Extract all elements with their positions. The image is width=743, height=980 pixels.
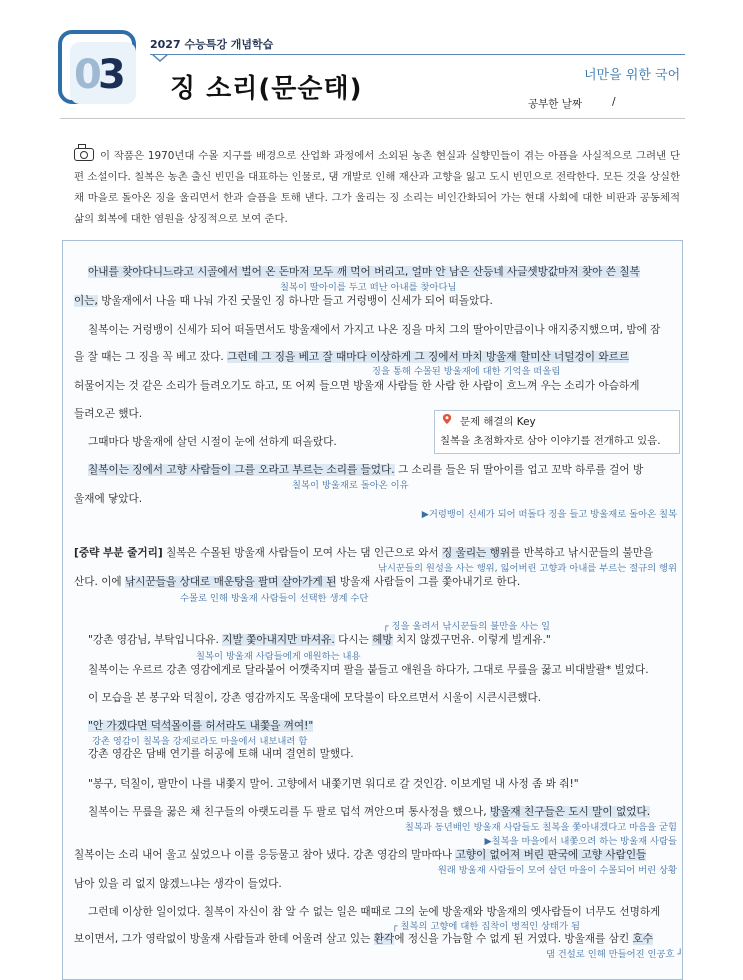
annotation: 칠복이 방울재 사람들에게 애원하는 내용	[196, 651, 361, 662]
annotation: 원래 방울재 사람들이 모여 살던 마을이 수몰되어 버린 상황	[437, 865, 677, 876]
passage-text: 산다. 이에	[74, 576, 126, 588]
passage-text: 칠복은 수몰된 방울재 사람들이 모여 사는 댐 인근으로 와서	[162, 547, 442, 559]
passage-text: 보이면서, 그가 영락없이 방울재 사람들과 한데 어울려 살고 있는	[74, 933, 374, 945]
annotation: 칠복이 방울재로 돌아온 이유	[292, 480, 409, 491]
header-rule	[150, 54, 685, 55]
camera-icon	[74, 148, 94, 161]
passage-line: 그런데 이상한 일이었다. 칠복이 자신이 참 알 수 없는 일은 때때로 그의 눈에 방울재와 방울재의 옛사람들이 너무도 선명하게	[88, 906, 661, 918]
highlighted-text: 헤방	[372, 634, 393, 646]
annotation: 수몰로 인해 방울재 사람들이 선택한 생계 수단	[180, 593, 369, 604]
annotation: ┌ 징을 울려서 낚시꾼들의 불만을 사는 일	[383, 621, 551, 632]
passage-line: 울재에 닿았다.	[74, 493, 143, 505]
highlighted-text: "안 가겠다면 덕석몰이를 허서라도 내쫓을 껴여!"	[88, 720, 314, 732]
passage-line	[88, 462, 643, 477]
passage-text: 에 정신을 가늠할 수 없게 된 거였다. 방울재를 삼킨	[394, 933, 633, 945]
highlighted-text: 방울재 친구들은 도시 말이 없었다.	[489, 806, 651, 818]
passage-line	[74, 545, 653, 560]
summary-annotation: ▶칠복을 마을에서 내쫓으려 하는 방울재 사람들	[484, 836, 677, 847]
passage-line: 허물어지는 것 같은 소리가 들려오기도 하고, 또 어찌 들으면 방울재 사람들 한 사람 한 사람이 흐느껴 우는 소리가 아슴하게	[74, 380, 640, 392]
passage-line	[88, 804, 650, 819]
highlighted-text: 이는,	[74, 295, 98, 307]
passage-line: 강촌 영감은 담배 연기를 허공에 토해 내며 결연히 말했다.	[88, 748, 354, 760]
passage-line: 들려오곤 했다.	[74, 408, 143, 420]
highlighted-text: 그런데 그 징을 베고 잘 때마다 이상하게 그 징에서 마치 방울재 할미산 너덜겅이 와르르	[227, 351, 630, 363]
highlighted-text: 칠복이는 징에서 고향 사람들이 그를 오라고 부르는 소리를 들었다.	[88, 464, 395, 476]
introduction-text: 이 작품은 1970년대 수몰 지구를 배경으로 산업화 과정에서 소외된 농촌 현실과 실향민들이 겪는 아픔을 사실적으로 그려낸 단편 소설이다. 칠복은 농촌 출신 빈민을 대표하는 인물로, 댐 개발로 인해 재산과 고향을 잃고 도시 빈민으로 전락한다. 모든 것을 상실한 채 마을로 돌아온 징을 울리면서 한과 슬픔을 토해 낸다. 그가 울리는 징 소리는 비인간화되어 가는 현대 사회에 대한 비판과 공동체적 삶의 회복에 대한 염원을 상징적으로 보여 준다.	[74, 150, 680, 225]
annotation: 칠복이 딸아이를 두고 떠난 아내를 찾아다님	[280, 282, 457, 293]
page-title: 징 소리(문순태)	[170, 74, 363, 104]
annotation: 징을 통해 수몰된 방울재에 대한 기억을 떠올림	[372, 366, 561, 377]
passage-line: 칠복이는 우르르 강촌 영감에게로 달라붙어 어깻죽지며 팔을 붙들고 애원을 하다가, 그대로 무릎을 꿇고 비대발괄* 빌었다.	[88, 664, 649, 676]
highlighted-text: 환각	[373, 933, 395, 945]
header-chevron-icon	[152, 54, 168, 62]
passage-line: 그때마다 방울재에 살던 시절이 눈에 선하게 떠올랐다.	[88, 436, 337, 448]
highlighted-text: 아내를 찾아다니느라고 시골에서 벌어 온 돈마저 모두 깨 먹어 버리고, 얼마 안 남은 산등네 사글셋방값마저 찾아 쓴 칠복	[88, 266, 640, 278]
passage-line	[74, 847, 646, 862]
lesson-number-digit-light: 0	[74, 52, 102, 98]
brand-label: 너만을 위한 국어	[584, 68, 681, 83]
bracket-heading: [중략 부분 줄거리]	[74, 547, 163, 559]
passage-line: 칠복이는 거렁뱅이 신세가 되어 떠돌면서도 방울재에서 가지고 나온 징을 마치 그의 딸아이만큼이나 애지중지했으며, 밤에 잠	[88, 324, 661, 336]
series-label: 2027 수능특강 개념학습	[150, 38, 274, 51]
location-pin-icon	[442, 414, 452, 424]
annotation: 강촌 영감이 칠복을 강제로라도 마을에서 내보내려 함	[92, 736, 308, 747]
passage-text: 칠복이는 무릎을 꿇은 채 친구들의 아랫도리를 두 팔로 덥석 껴안으며 통사정을 했으나,	[88, 806, 490, 818]
work-introduction	[74, 146, 680, 230]
passage-text: 그 소리를 들은 뒤 딸아이를 업고 꼬박 하루를 걸어 방	[394, 464, 644, 476]
summary-annotation: ▶거렁뱅이 신세가 되어 떠돌다 징을 들고 방울재로 돌아온 칠복	[421, 509, 677, 520]
annotation: 칠복과 동년배인 방울재 사람들도 칠복을 쫓아내겠다고 마음을 굳힘	[404, 822, 677, 833]
passage-line	[88, 264, 640, 279]
passage-text: 다시는	[334, 634, 373, 646]
passage-text: 치지 않겠구먼유. 이렇게 빌게유."	[392, 634, 551, 646]
passage-text: 방울재에서 나올 때 나눠 가진 굿물인 징 하나만 들고 거렁뱅이 신세가 되어 떠돌았다.	[97, 295, 493, 307]
passage-line	[74, 293, 493, 308]
highlighted-text: 낚시꾼들을 상대로 매운탕을 팔며 살아가게 된	[125, 576, 337, 588]
passage-line: 남아 있을 리 없지 않겠느냐는 생각이 들었다.	[74, 878, 282, 890]
passage-line	[74, 574, 520, 589]
passage-text: 를 반복하고 낚시꾼들의 불만을	[510, 547, 654, 559]
lesson-number-digit-dark: 3	[98, 52, 126, 98]
key-box-title: 문제 해결의 Key	[460, 416, 536, 428]
study-date-label: 공부한 날짜	[528, 98, 583, 110]
study-date-slash: /	[612, 96, 616, 108]
passage-line	[88, 718, 313, 733]
passage-text: 을 잘 때는 그 징을 꼭 베고 잤다.	[74, 351, 228, 363]
passage-line	[74, 349, 629, 364]
key-box-text: 칠복을 초점화자로 삼아 이야기를 전개하고 있음.	[440, 435, 661, 447]
highlighted-text: 징 울리는 행위	[441, 547, 511, 559]
annotation: 댐 건설로 인해 만들어진 인공호 ┘	[545, 949, 683, 960]
passage-line: 이 모습을 본 봉구와 덕칠이, 강촌 영감까지도 목울대에 모닥불이 타오르면서 시울이 시큰시큰했다.	[88, 692, 542, 704]
annotation: 낚시꾼들의 원성을 사는 행위, 잃어버린 고향과 아내를 부르는 절규의 행위	[378, 563, 677, 574]
passage-text: 칠복이는 소리 내어 울고 싶었으나 이를 응등물고 참아 냈다. 강촌 영감의 말마따나	[74, 849, 456, 861]
highlighted-text: 고향이 없어져 버린 판국에 고향 사람인들	[455, 849, 647, 861]
passage-line	[74, 931, 653, 946]
passage-line	[88, 632, 551, 647]
passage-text: "강촌 영감님, 부탁입니다유.	[88, 634, 223, 646]
highlighted-text: 지발 쫓아내지만 마셔유.	[222, 634, 335, 646]
annotation: ┌ 칠복의 고향에 대한 집착이 병적인 상태가 됨	[392, 921, 580, 932]
header-divider	[60, 118, 685, 119]
passage-line: "봉구, 덕칠이, 팔만이 나를 내쫓지 말어. 고향에서 내쫓기면 워디로 갈 것인감. 이보게덜 내 사정 좀 봐 줘!"	[88, 778, 579, 790]
highlighted-text: 호수	[632, 933, 654, 945]
passage-text: 방울재 사람들이 그를 쫓아내기로 한다.	[336, 576, 521, 588]
